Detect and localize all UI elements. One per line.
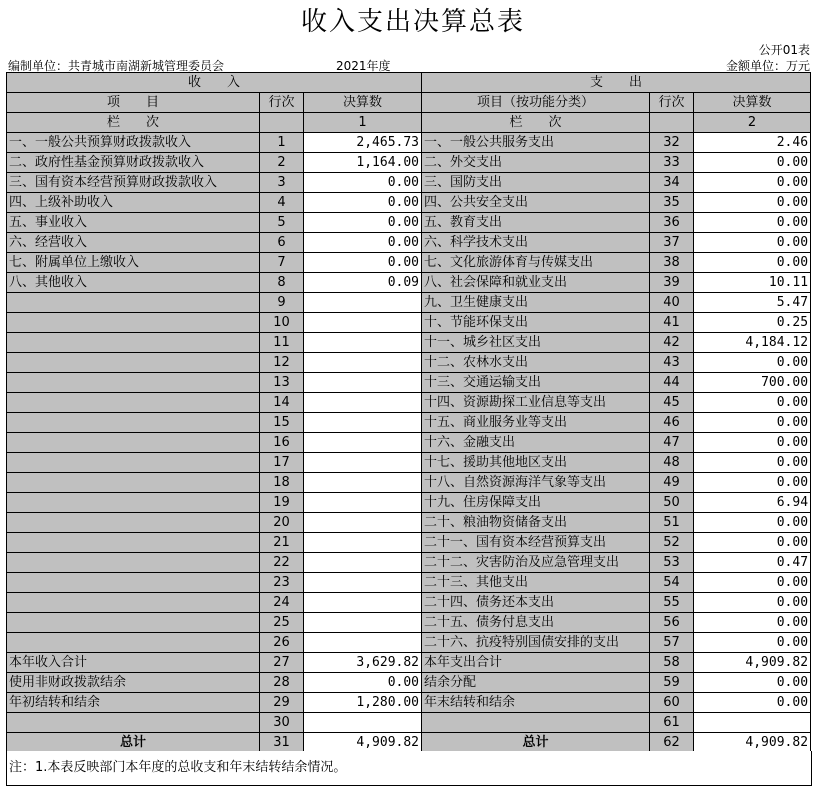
income-amount-cell[interactable]: 0.00 (304, 673, 422, 693)
expense-rowno-cell[interactable]: 51 (650, 513, 694, 533)
income-rowno-cell[interactable]: 22 (260, 553, 304, 573)
table-row (7, 653, 811, 673)
expense-amount-cell[interactable]: 10.11 (694, 273, 811, 293)
income-amount-cell[interactable] (304, 633, 422, 653)
income-item-cell[interactable]: 四、上级补助收入 (7, 193, 260, 213)
income-amount-cell[interactable] (304, 613, 422, 633)
income-rowno-cell[interactable]: 10 (260, 313, 304, 333)
table-note: 注：1.本表反映部门本年度的总收支和年末结转结余情况。 (6, 751, 812, 786)
income-rowno-cell[interactable]: 2 (260, 153, 304, 173)
income-amount-cell[interactable] (304, 573, 422, 593)
income-item-cell[interactable] (7, 393, 260, 413)
table-row (7, 533, 811, 553)
expense-amount-cell[interactable]: 5.47 (694, 293, 811, 313)
expense-item-cell[interactable]: 二十三、其他支出 (422, 573, 650, 593)
expense-item-cell[interactable]: 十一、城乡社区支出 (422, 333, 650, 353)
expense-rowno-cell[interactable]: 52 (650, 533, 694, 553)
income-rowno-header: 行次 (260, 93, 304, 113)
table-row (7, 593, 811, 613)
expense-amount-cell[interactable]: 2.46 (694, 133, 811, 153)
income-rowno-cell[interactable]: 3 (260, 173, 304, 193)
income-rowno-cell[interactable]: 14 (260, 393, 304, 413)
expense-amount-cell[interactable]: 0.47 (694, 553, 811, 573)
income-rowno-cell[interactable]: 9 (260, 293, 304, 313)
expense-amount-cell[interactable]: 0.25 (694, 313, 811, 333)
income-item-cell[interactable]: 一、一般公共预算财政拨款收入 (7, 133, 260, 153)
income-item-cell[interactable] (7, 333, 260, 353)
expense-item-cell[interactable]: 二十、粮油物资储备支出 (422, 513, 650, 533)
expense-amount-cell[interactable]: 0.00 (694, 613, 811, 633)
expense-amount-cell[interactable]: 6.94 (694, 493, 811, 513)
table-row (7, 213, 811, 233)
expense-item-cell[interactable]: 五、教育支出 (422, 213, 650, 233)
income-rowno-cell[interactable]: 6 (260, 233, 304, 253)
table-row (7, 693, 811, 713)
income-item-cell[interactable]: 三、国有资本经营预算财政拨款收入 (7, 173, 260, 193)
income-rowno-cell[interactable]: 31 (260, 733, 304, 753)
income-item-cell[interactable]: 五、事业收入 (7, 213, 260, 233)
income-amount-cell[interactable] (304, 493, 422, 513)
income-amount-cell[interactable]: 0.00 (304, 173, 422, 193)
income-rowno-cell[interactable]: 11 (260, 333, 304, 353)
income-item-cell[interactable] (7, 473, 260, 493)
expense-item-cell[interactable]: 十、节能环保支出 (422, 313, 650, 333)
expense-amount-cell[interactable]: 4,184.12 (694, 333, 811, 353)
income-item-cell[interactable] (7, 553, 260, 573)
expense-rowno-cell[interactable]: 42 (650, 333, 694, 353)
expense-item-cell[interactable]: 二十五、债务付息支出 (422, 613, 650, 633)
income-amount-cell[interactable]: 0.00 (304, 253, 422, 273)
expense-item-cell[interactable]: 六、科学技术支出 (422, 233, 650, 253)
expense-amount-cell[interactable]: 0.00 (694, 253, 811, 273)
income-item-cell[interactable]: 七、附属单位上缴收入 (7, 253, 260, 273)
income-item-cell[interactable] (7, 433, 260, 453)
expense-rowno-cell[interactable]: 58 (650, 653, 694, 673)
expense-amount-cell[interactable]: 0.00 (694, 633, 811, 653)
expense-amount-cell[interactable]: 0.00 (694, 153, 811, 173)
expense-col-index: 2 (694, 113, 811, 133)
expense-rowno-cell[interactable]: 35 (650, 193, 694, 213)
fiscal-year: 2021年度 (336, 59, 391, 73)
expense-rowno-cell[interactable]: 55 (650, 593, 694, 613)
expense-rowno-cell[interactable]: 38 (650, 253, 694, 273)
table-row (7, 413, 811, 433)
income-item-cell[interactable] (7, 533, 260, 553)
expense-item-cell[interactable]: 三、国防支出 (422, 173, 650, 193)
expense-rowno-cell[interactable]: 36 (650, 213, 694, 233)
income-amount-cell[interactable] (304, 593, 422, 613)
expense-item-cell[interactable]: 十九、住房保障支出 (422, 493, 650, 513)
expense-rowno-cell[interactable]: 33 (650, 153, 694, 173)
income-rowno-cell[interactable]: 24 (260, 593, 304, 613)
expense-amount-cell[interactable] (694, 713, 811, 733)
income-rowno-cell[interactable]: 15 (260, 413, 304, 433)
expense-item-cell[interactable]: 二、外交支出 (422, 153, 650, 173)
income-amount-cell[interactable] (304, 393, 422, 413)
income-amount-cell[interactable] (304, 293, 422, 313)
income-amount-cell[interactable]: 4,909.82 (304, 733, 422, 753)
expense-amount-cell[interactable]: 0.00 (694, 693, 811, 713)
expense-amount-cell[interactable]: 0.00 (694, 173, 811, 193)
income-rowno-cell[interactable]: 5 (260, 213, 304, 233)
expense-item-cell[interactable]: 一、一般公共服务支出 (422, 133, 650, 153)
table-row (7, 633, 811, 653)
table-row (7, 493, 811, 513)
expense-rowno-cell[interactable]: 47 (650, 433, 694, 453)
income-rowno-cell[interactable]: 30 (260, 713, 304, 733)
expense-rowno-cell[interactable]: 37 (650, 233, 694, 253)
expense-rowno-cell[interactable]: 43 (650, 353, 694, 373)
income-rowno-cell[interactable]: 21 (260, 533, 304, 553)
expense-rowno-cell[interactable]: 45 (650, 393, 694, 413)
expense-amount-cell[interactable]: 0.00 (694, 513, 811, 533)
expense-item-cell[interactable]: 九、卫生健康支出 (422, 293, 650, 313)
table-row (7, 253, 811, 273)
income-amount-cell[interactable] (304, 453, 422, 473)
income-rowno-cell[interactable]: 16 (260, 433, 304, 453)
income-rowno-cell[interactable]: 26 (260, 633, 304, 653)
table-row (7, 553, 811, 573)
compiling-unit: 编制单位：共青城市南湖新城管理委员会 (8, 59, 225, 73)
header-row-sections (7, 73, 811, 93)
expense-amount-cell[interactable]: 0.00 (694, 533, 811, 553)
income-rowno-cell[interactable]: 1 (260, 133, 304, 153)
income-rowno-cell[interactable]: 19 (260, 493, 304, 513)
expense-item-cell[interactable]: 结余分配 (422, 673, 650, 693)
table-row (7, 333, 811, 353)
expense-rowno-cell[interactable]: 49 (650, 473, 694, 493)
table-row (7, 353, 811, 373)
expense-rowno-cell[interactable]: 46 (650, 413, 694, 433)
income-item-cell[interactable] (7, 313, 260, 333)
income-item-cell[interactable] (7, 373, 260, 393)
income-item-cell[interactable]: 总计 (7, 733, 260, 753)
table-row (7, 473, 811, 493)
income-section-header: 收 入 (7, 73, 422, 93)
income-rowno-cell[interactable]: 18 (260, 473, 304, 493)
income-item-cell[interactable] (7, 453, 260, 473)
income-rowno-cell[interactable]: 29 (260, 693, 304, 713)
expense-item-cell[interactable]: 二十六、抗疫特别国债安排的支出 (422, 633, 650, 653)
expense-rowno-cell[interactable]: 40 (650, 293, 694, 313)
expense-amount-cell[interactable]: 0.00 (694, 433, 811, 453)
income-item-cell[interactable]: 二、政府性基金预算财政拨款收入 (7, 153, 260, 173)
income-rowno-cell[interactable]: 12 (260, 353, 304, 373)
expense-amount-cell[interactable]: 0.00 (694, 393, 811, 413)
income-item-cell[interactable] (7, 593, 260, 613)
income-amount-cell[interactable] (304, 513, 422, 533)
expense-rowno-cell[interactable]: 56 (650, 613, 694, 633)
expense-amount-cell[interactable]: 4,909.82 (694, 733, 811, 753)
expense-rowno-cell[interactable]: 41 (650, 313, 694, 333)
income-item-cell[interactable]: 使用非财政拨款结余 (7, 673, 260, 693)
table-row (7, 153, 811, 173)
income-item-cell[interactable] (7, 513, 260, 533)
expense-amount-cell[interactable]: 0.00 (694, 193, 811, 213)
expense-amount-cell[interactable]: 0.00 (694, 573, 811, 593)
income-item-cell[interactable] (7, 633, 260, 653)
table-row (7, 293, 811, 313)
expense-amount-cell[interactable]: 0.00 (694, 213, 811, 233)
income-amount-cell[interactable]: 1,280.00 (304, 693, 422, 713)
income-amount-cell[interactable] (304, 413, 422, 433)
income-expense-table (6, 72, 811, 753)
income-item-cell[interactable]: 年初结转和结余 (7, 693, 260, 713)
expense-item-header: 项目（按功能分类） (422, 93, 650, 113)
income-rowno-cell[interactable]: 27 (260, 653, 304, 673)
income-amount-cell[interactable] (304, 553, 422, 573)
income-amount-cell[interactable]: 0.00 (304, 233, 422, 253)
table-row (7, 613, 811, 633)
table-row (7, 733, 811, 753)
table-body (7, 133, 811, 753)
header-row-column-index (7, 113, 811, 133)
expense-rowno-cell[interactable]: 61 (650, 713, 694, 733)
table-row (7, 373, 811, 393)
expense-item-cell[interactable] (422, 713, 650, 733)
expense-amount-cell[interactable]: 0.00 (694, 593, 811, 613)
expense-col-blank (650, 113, 694, 133)
income-amount-cell[interactable] (304, 533, 422, 553)
expense-amount-cell[interactable]: 4,909.82 (694, 653, 811, 673)
table-row (7, 673, 811, 693)
table-row (7, 393, 811, 413)
income-item-cell[interactable] (7, 353, 260, 373)
expense-amount-cell[interactable]: 0.00 (694, 353, 811, 373)
table-row (7, 713, 811, 733)
expense-item-cell[interactable]: 总计 (422, 733, 650, 753)
income-amount-cell[interactable]: 0.09 (304, 273, 422, 293)
income-item-cell[interactable] (7, 573, 260, 593)
table-row (7, 573, 811, 593)
expense-item-cell[interactable]: 十七、援助其他地区支出 (422, 453, 650, 473)
expense-amount-cell[interactable]: 0.00 (694, 473, 811, 493)
expense-item-cell[interactable]: 十八、自然资源海洋气象等支出 (422, 473, 650, 493)
expense-rowno-cell[interactable]: 53 (650, 553, 694, 573)
income-amount-cell[interactable] (304, 713, 422, 733)
table-row (7, 313, 811, 333)
table-row (7, 173, 811, 193)
table-row (7, 133, 811, 153)
expense-amount-cell[interactable]: 0.00 (694, 413, 811, 433)
income-rowno-cell[interactable]: 17 (260, 453, 304, 473)
income-amount-cell[interactable] (304, 313, 422, 333)
income-rowno-cell[interactable]: 7 (260, 253, 304, 273)
expense-amount-header: 决算数 (694, 93, 811, 113)
income-item-cell[interactable]: 六、经营收入 (7, 233, 260, 253)
expense-amount-cell[interactable]: 0.00 (694, 453, 811, 473)
expense-item-cell[interactable]: 十三、交通运输支出 (422, 373, 650, 393)
income-item-cell[interactable] (7, 493, 260, 513)
income-rowno-cell[interactable]: 13 (260, 373, 304, 393)
expense-item-cell[interactable]: 二十二、灾害防治及应急管理支出 (422, 553, 650, 573)
income-col-index: 1 (304, 113, 422, 133)
income-rowno-cell[interactable]: 8 (260, 273, 304, 293)
expense-rowno-cell[interactable]: 32 (650, 133, 694, 153)
report-title: 收入支出决算总表 (300, 7, 525, 37)
expense-rowno-cell[interactable]: 59 (650, 673, 694, 693)
expense-section-header: 支 出 (422, 73, 811, 93)
income-rowno-cell[interactable]: 25 (260, 613, 304, 633)
expense-item-cell[interactable]: 十二、农林水支出 (422, 353, 650, 373)
table-row (7, 433, 811, 453)
expense-rowno-cell[interactable]: 60 (650, 693, 694, 713)
income-item-header: 项 目 (7, 93, 260, 113)
income-amount-cell[interactable]: 3,629.82 (304, 653, 422, 673)
header-row-columns (7, 93, 811, 113)
table-row (7, 233, 811, 253)
expense-rowno-cell[interactable]: 62 (650, 733, 694, 753)
expense-item-cell[interactable]: 十四、资源勘探工业信息等支出 (422, 393, 650, 413)
expense-col-label: 栏 次 (422, 113, 650, 133)
income-rowno-cell[interactable]: 23 (260, 573, 304, 593)
expense-item-cell[interactable]: 十五、商业服务业等支出 (422, 413, 650, 433)
expense-rowno-cell[interactable]: 34 (650, 173, 694, 193)
expense-amount-cell[interactable]: 0.00 (694, 233, 811, 253)
income-amount-cell[interactable] (304, 353, 422, 373)
income-col-blank (260, 113, 304, 133)
expense-rowno-cell[interactable]: 54 (650, 573, 694, 593)
expense-rowno-cell[interactable]: 44 (650, 373, 694, 393)
form-number: 公开01表 (758, 43, 810, 57)
income-item-cell[interactable]: 八、其他收入 (7, 273, 260, 293)
income-amount-cell[interactable] (304, 433, 422, 453)
table-row (7, 193, 811, 213)
income-amount-cell[interactable]: 2,465.73 (304, 133, 422, 153)
expense-item-cell[interactable]: 四、公共安全支出 (422, 193, 650, 213)
income-amount-cell[interactable]: 0.00 (304, 193, 422, 213)
expense-item-cell[interactable]: 十六、金融支出 (422, 433, 650, 453)
expense-rowno-cell[interactable]: 39 (650, 273, 694, 293)
income-amount-header: 决算数 (304, 93, 422, 113)
currency-unit: 金额单位：万元 (725, 59, 810, 73)
expense-rowno-cell[interactable]: 50 (650, 493, 694, 513)
income-item-cell[interactable] (7, 613, 260, 633)
income-item-cell[interactable]: 本年收入合计 (7, 653, 260, 673)
income-col-label: 栏 次 (7, 113, 260, 133)
expense-item-cell[interactable]: 本年支出合计 (422, 653, 650, 673)
expense-item-cell[interactable]: 八、社会保障和就业支出 (422, 273, 650, 293)
expense-item-cell[interactable]: 七、文化旅游体育与传媒支出 (422, 253, 650, 273)
income-amount-cell[interactable] (304, 373, 422, 393)
income-item-cell[interactable] (7, 413, 260, 433)
expense-item-cell[interactable]: 二十四、债务还本支出 (422, 593, 650, 613)
income-amount-cell[interactable] (304, 473, 422, 493)
expense-item-cell[interactable]: 二十一、国有资本经营预算支出 (422, 533, 650, 553)
income-amount-cell[interactable] (304, 333, 422, 353)
income-item-cell[interactable] (7, 713, 260, 733)
expense-rowno-header: 行次 (650, 93, 694, 113)
expense-rowno-cell[interactable]: 48 (650, 453, 694, 473)
table-row (7, 453, 811, 473)
expense-amount-cell[interactable]: 700.00 (694, 373, 811, 393)
table-row (7, 513, 811, 533)
income-rowno-cell[interactable]: 4 (260, 193, 304, 213)
income-amount-cell[interactable]: 1,164.00 (304, 153, 422, 173)
expense-item-cell[interactable]: 年末结转和结余 (422, 693, 650, 713)
income-amount-cell[interactable]: 0.00 (304, 213, 422, 233)
income-rowno-cell[interactable]: 28 (260, 673, 304, 693)
income-rowno-cell[interactable]: 20 (260, 513, 304, 533)
expense-amount-cell[interactable]: 0.00 (694, 673, 811, 693)
income-item-cell[interactable] (7, 293, 260, 313)
table-row (7, 273, 811, 293)
expense-rowno-cell[interactable]: 57 (650, 633, 694, 653)
